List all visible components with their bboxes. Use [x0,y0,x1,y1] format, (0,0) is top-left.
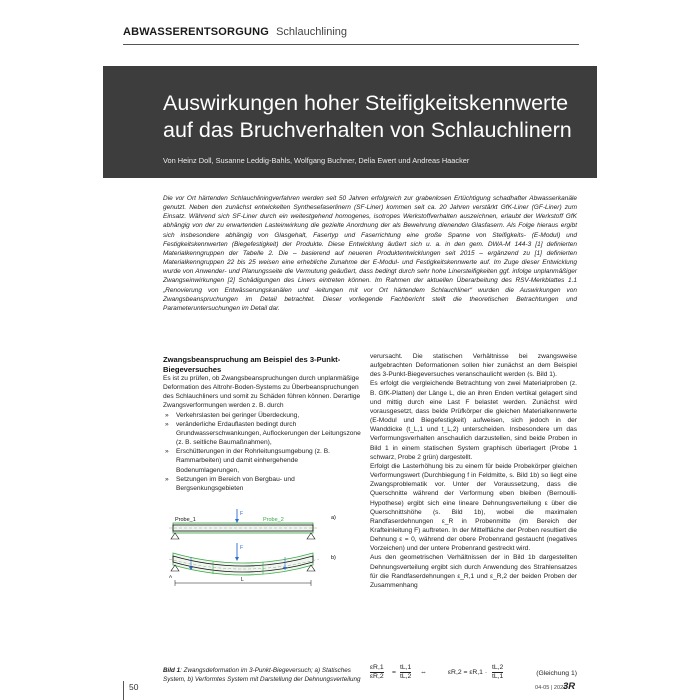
section-heading: Zwangsbeanspruchung am Beispiel des 3-Punkt-Biegeversuches [163,355,341,374]
eq-mid-num: tL,1 [400,664,412,671]
eq-lhs-num: εR,1 [370,664,384,671]
title-line-1: Auswirkungen hoher Steifigkeitskennwerte [163,91,569,115]
left-column [163,355,361,493]
equation-1: $\frac{\varepsilon R,1}{\varepsilon R,2}$ = $\frac{tL,1}{tL,2}$ ⇔ εR,2 = εR,1 · $\frac{tL,2}{tL,1}$ (Gleichung 1) [370,664,577,680]
probe-2-label: Probe_2 [263,517,284,523]
list-item: » Erschütterungen in der Rohrleitungsumgebung (z. B. Rammarbeiten) und damit einhergehende Bodenumlagerungen, [163,447,361,474]
eq-lhs-den: εR,2 [370,673,384,680]
figure-caption [163,667,361,684]
page-number: 50 [129,682,139,692]
load-label-a: F [240,511,244,517]
body-paragraph: Aus den geometrischen Verhältnissen der in Bild 1b dargestellten Dehnungsverteilung ergibt sich durch Anwendung des Strahlensatzes für die Randfaserdehnungen ε_R,1 und ε_R,2 der beiden Proben der Zusammenhang [370,554,577,589]
body-paragraph: Es erfolgt die vergleichende Betrachtung von zwei Materialproben (z. B. GfK-Platten) der Länge L, die an ihren Enden vertikal gelagert sind und mittig durch eine Last F belastet werden. Zunächst wird vorausgesetzt, dass beide Prüfkörper die gleichen Materialkennwerte (E-Modul und Biegefestigkeit) aufweisen, sich jedoch in der Wanddicke (t_L,1 und t_L,2) unterscheiden. Insbesondere um das Verformungsverhalten anschaulich darzustellen, sind beide Proben in Bild 1 in einem statischen System graphisch überlagert (Probe 1 schwarz, Probe 2 grün) dargestellt. [370,380,577,461]
load-arrowhead-b [235,557,239,561]
list-item: » veränderliche Erdauflasten bedingt durch Grundwasserschwankungen, Auflockerungen der Leitungszone (z. B. seitliche Baumaßnahmen), [163,420,361,447]
abstract: Die vor Ort härtenden Schlauchliningverfahren werden seit 50 Jahren erfolgreich zur grabenlosen Ertüchtigung schadhafter Abwasserkanäle genutzt. Neben den zunächst entwickelten Synthesefaserlinern (SF-Liner) kommen seit ca. 20 Jahren verstärkt GfK-Liner (GF-Liner) zum Einsatz. Während sich SF-Liner durch ein weitestgehend homogenes, isotropes Werkstoffverhalten auszeichnen, erlaubt der Werkstoff GfK abhängig von der zu erwartenden Lasteinwirkung die gezielte Anordnung der als Bewehrung dienenden Glasfasern. Als Folge hieraus ergibt sich insbesondere abhängig von Glasgehalt, Fasertyp und Faserrichtung eine große Spanne von Steifigkeits- (E-Modul) und Festigkeitskennwerten (Biegefestigkeit) der Produkte. Diese Entwicklung äußert sich u. a. in den gem. DWA-M 144-3 [1] definierten Materialkenngruppen der Tabelle 2. Die – basierend auf neueren Produktentwicklungen seit 2015 – ergänzend zu [1] definierten Materialkenngruppen 22 bis 25 weisen eine erhebliche Zunahme der E-Modul- und Festigkeitskennwerte auf. Im Zuge dieser Entwicklung wurde von Anwender- und Planungsseite die Vermutung geäußert, dass bedingt durch sehr hohe Linersteifigkeiten ggf. infolge unplanmäßiger Zwangseinwirkungen [2] Schädigungen des Liners eintreten können. Im Rahmen der aktuellen Überarbeitung des RSV-Merkblattes 1.1 „Renovierung von Entwässerungskanälen und -leitungen mit vor Ort härtendem Schlauchliner“ wurden die Auswirkungen von Zwangsbeanspruchungen im Detail betrachtet. Dieser vorliegende Fachbericht stellt die theoretischen Betrachtungen und Parameteruntersuchungen im Detail dar. [163,195,577,312]
eq-rhs-den: tL,1 [492,673,504,680]
article-title [163,90,583,144]
equation-label: (Gleichung 1) [536,670,577,677]
list-item: » Setzungen im Bereich von Bergbau- und Bergsenkungsgebieten [163,475,361,493]
issue-label: 04-05 | 2021 [535,685,567,691]
body-paragraph: Erfolgt die Lasterhöhung bis zu einem für beide Probekörper gleichen Verformungswert (Durchbiegung f in Feldmitte, s. Bild 1b) so liegt eine Zwangsproblematik vor. Unter der Voraussetzung, dass die Querschnitte während der Verformung eben bleiben (Bernoulli-Hypothese) ergibt sich eine lineare Dehnungsverteilung ε über die Querschnittshöhe (s. Bild 1b), wobei die maximalen Randfaserdehnungen ε_R in Probenmitte (im Bereich der Krafteinleitung F) auftreten. In der Mittelfläche der Proben resultiert die Dehnung ε = 0, während der obere Probenrand gestaucht (negatives Vorzeichen) und der untere Probenrand gestreckt wird. [370,462,577,553]
intro-paragraph: Es ist zu prüfen, ob Zwangsbeanspruchungen durch unplanmäßige Deformation des Altrohr-Boden-Systems zu Überbeanspruchungen des Schlauchliners und somit zu Schäden führen können. Derartige Zwangsverformungen werden z. B. durch [163,375,361,410]
footer-divider [123,681,124,700]
label-b: b) [331,555,336,561]
right-column [370,352,577,590]
running-header [123,26,579,45]
support-right-a [307,533,315,539]
eq-arrow: ⇔ [420,669,427,676]
caption-text: : Zwangsdeformation im 3-Punkt-Biegeversuch; a) Statisches System, b) Verformtes System mit Darstellung der Dehnungsverteilung [163,667,361,683]
header-subsection: Schlauchlining [276,26,347,38]
cause-list [163,411,361,493]
support-left-a [171,533,179,539]
load-arrowhead-a [235,519,239,523]
body-paragraph: verursacht. Die statischen Verhältnisse bei zwangsweise aufgebrachten Deformationen sollen hier zunächst an dem Beispiel des 3-Punkt-Biegeversuches veranschaulicht werden (s. Bild 1). [370,353,577,379]
brand-logo: 3R [563,681,576,692]
support-label: A [169,574,173,579]
eq-rhs-num: tL,2 [492,664,504,671]
label-a: a) [331,515,336,521]
load-label-b: F [240,545,244,551]
title-line-2: auf das Bruchverhalten von Schlauchlinern [163,118,572,142]
caption-number: Bild 1 [163,667,181,674]
authors: Von Heinz Doll, Susanne Leddig-Bahls, Wolfgang Buchner, Delia Ewert und Andreas Haacker [163,156,470,165]
eq-mid-den: tL,2 [400,673,412,680]
list-item: » Verkehrslasten bei geringer Überdeckung, [163,411,361,420]
header-section: ABWASSERENTSORGUNG [123,26,269,38]
bending-test-figure [163,507,361,659]
length-label: L [241,577,244,583]
eq-rhs-left: εR,2 = εR,1 · [448,669,488,676]
probe-1-label: Probe_1 [175,517,196,523]
